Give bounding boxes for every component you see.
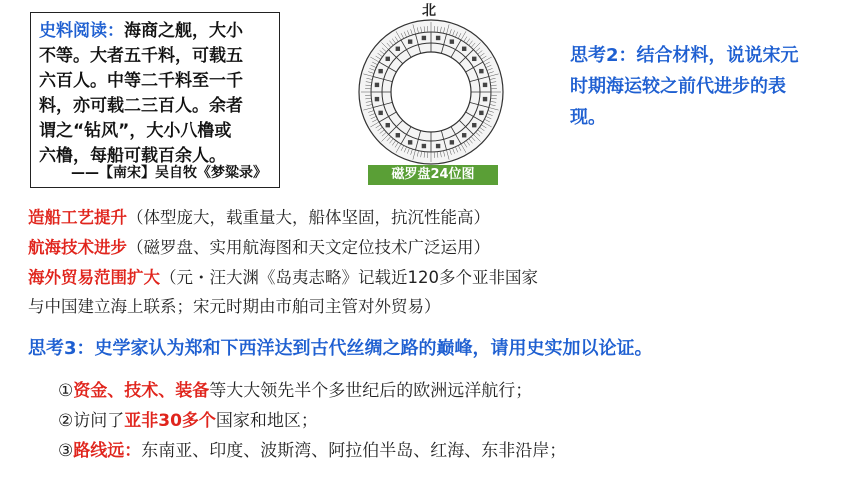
compass-glyph-mark xyxy=(450,39,454,43)
evidence-highlight-2: 亚非30多个 xyxy=(124,411,216,431)
progress-highlight-3: 海外贸易范围扩大 xyxy=(28,268,160,287)
source-line-1: 海商之舰，大小 xyxy=(124,21,243,41)
compass-glyph-mark xyxy=(422,36,426,40)
compass-glyph-mark xyxy=(483,83,487,87)
compass-glyph-mark xyxy=(396,133,400,137)
progress-point-3 xyxy=(28,264,538,288)
evidence-detail-1: 等大大领先半个多世纪后的欧洲远洋航行； xyxy=(209,381,533,401)
compass-glyph-mark xyxy=(483,97,487,101)
source-line-3: 六百人。中等二千料至一千 xyxy=(39,71,243,91)
think2-question: 思考2：结合材料，说说宋元时期海运较之前代进步的表现。 xyxy=(570,45,799,128)
compass-glyph-mark xyxy=(396,47,400,51)
source-line-6: 六橹，每船可载百余人。 xyxy=(39,146,226,166)
evidence-detail-3: 东南亚、印度、波斯湾、阿拉伯半岛、红海、东非沿岸； xyxy=(141,441,567,461)
compass-glyph-mark xyxy=(378,111,382,115)
evidence-prefix-3: ③ xyxy=(58,441,74,461)
evidence-item-2 xyxy=(58,406,318,431)
progress-continuation: 与中国建立海上联系；宋元时期由市舶司主管对外贸易） xyxy=(28,297,441,316)
progress-detail-1: （体型庞大，载重量大，船体坚固，抗沉性能高） xyxy=(127,208,490,227)
compass-glyph-mark xyxy=(450,140,454,144)
compass-glyph-mark xyxy=(472,123,476,127)
source-reading-box xyxy=(30,12,280,188)
compass-north-label: 北 xyxy=(422,3,436,19)
evidence-highlight-1: 资金、技术、装备 xyxy=(73,381,210,401)
think3-question: 思考3：史学家认为郑和下西洋达到古代丝绸之路的巅峰，请用史实加以论证。 xyxy=(28,338,653,359)
compass-glyph-mark xyxy=(378,69,382,73)
compass-glyph-mark xyxy=(436,144,440,148)
progress-detail-3: （元・汪大渊《岛夷志略》记载近120多个亚非国家 xyxy=(160,268,538,287)
compass-glyph-mark xyxy=(462,47,466,51)
compass-glyph-mark xyxy=(436,36,440,40)
evidence-detail-2: 国家和地区； xyxy=(215,411,318,431)
compass-glyph-mark xyxy=(408,140,412,144)
evidence-item-3 xyxy=(58,436,566,461)
source-line-2: 不等。大者五千料，可载五 xyxy=(39,46,243,66)
progress-highlight-2: 航海技术进步 xyxy=(28,238,127,257)
compass-glyph-mark xyxy=(375,97,379,101)
compass-glyph-mark xyxy=(375,83,379,87)
source-line-4: 料，亦可载二三百人。余者 xyxy=(39,96,243,116)
progress-detail-2: （磁罗盘、实用航海图和天文定位技术广泛运用） xyxy=(127,238,490,257)
evidence-item-1 xyxy=(58,376,532,401)
compass-rose-icon xyxy=(357,18,505,166)
compass-glyph-mark xyxy=(479,111,483,115)
evidence-highlight-3: 路线远： xyxy=(73,441,142,461)
compass-glyph-mark xyxy=(479,69,483,73)
compass-diagram xyxy=(357,18,505,166)
compass-glyph-mark xyxy=(386,57,390,61)
compass-glyph-mark xyxy=(422,144,426,148)
compass-glyph-mark xyxy=(472,57,476,61)
compass-glyph-mark xyxy=(408,39,412,43)
progress-highlight-1: 造船工艺提升 xyxy=(28,208,127,227)
progress-point-1 xyxy=(28,204,490,228)
source-line-5: 谓之“钻风”，大小八橹或 xyxy=(39,121,232,141)
evidence-prefix-2: ②访问了 xyxy=(58,411,125,431)
compass-glyph-mark xyxy=(462,133,466,137)
evidence-prefix-1: ① xyxy=(58,381,74,401)
source-heading: 史料阅读： xyxy=(39,21,124,41)
compass-glyph-mark xyxy=(386,123,390,127)
source-citation: ——【南宋】吴自牧《梦粱录》 xyxy=(71,165,267,181)
progress-point-2 xyxy=(28,234,490,258)
compass-caption: 磁罗盘24位图 xyxy=(368,165,498,185)
